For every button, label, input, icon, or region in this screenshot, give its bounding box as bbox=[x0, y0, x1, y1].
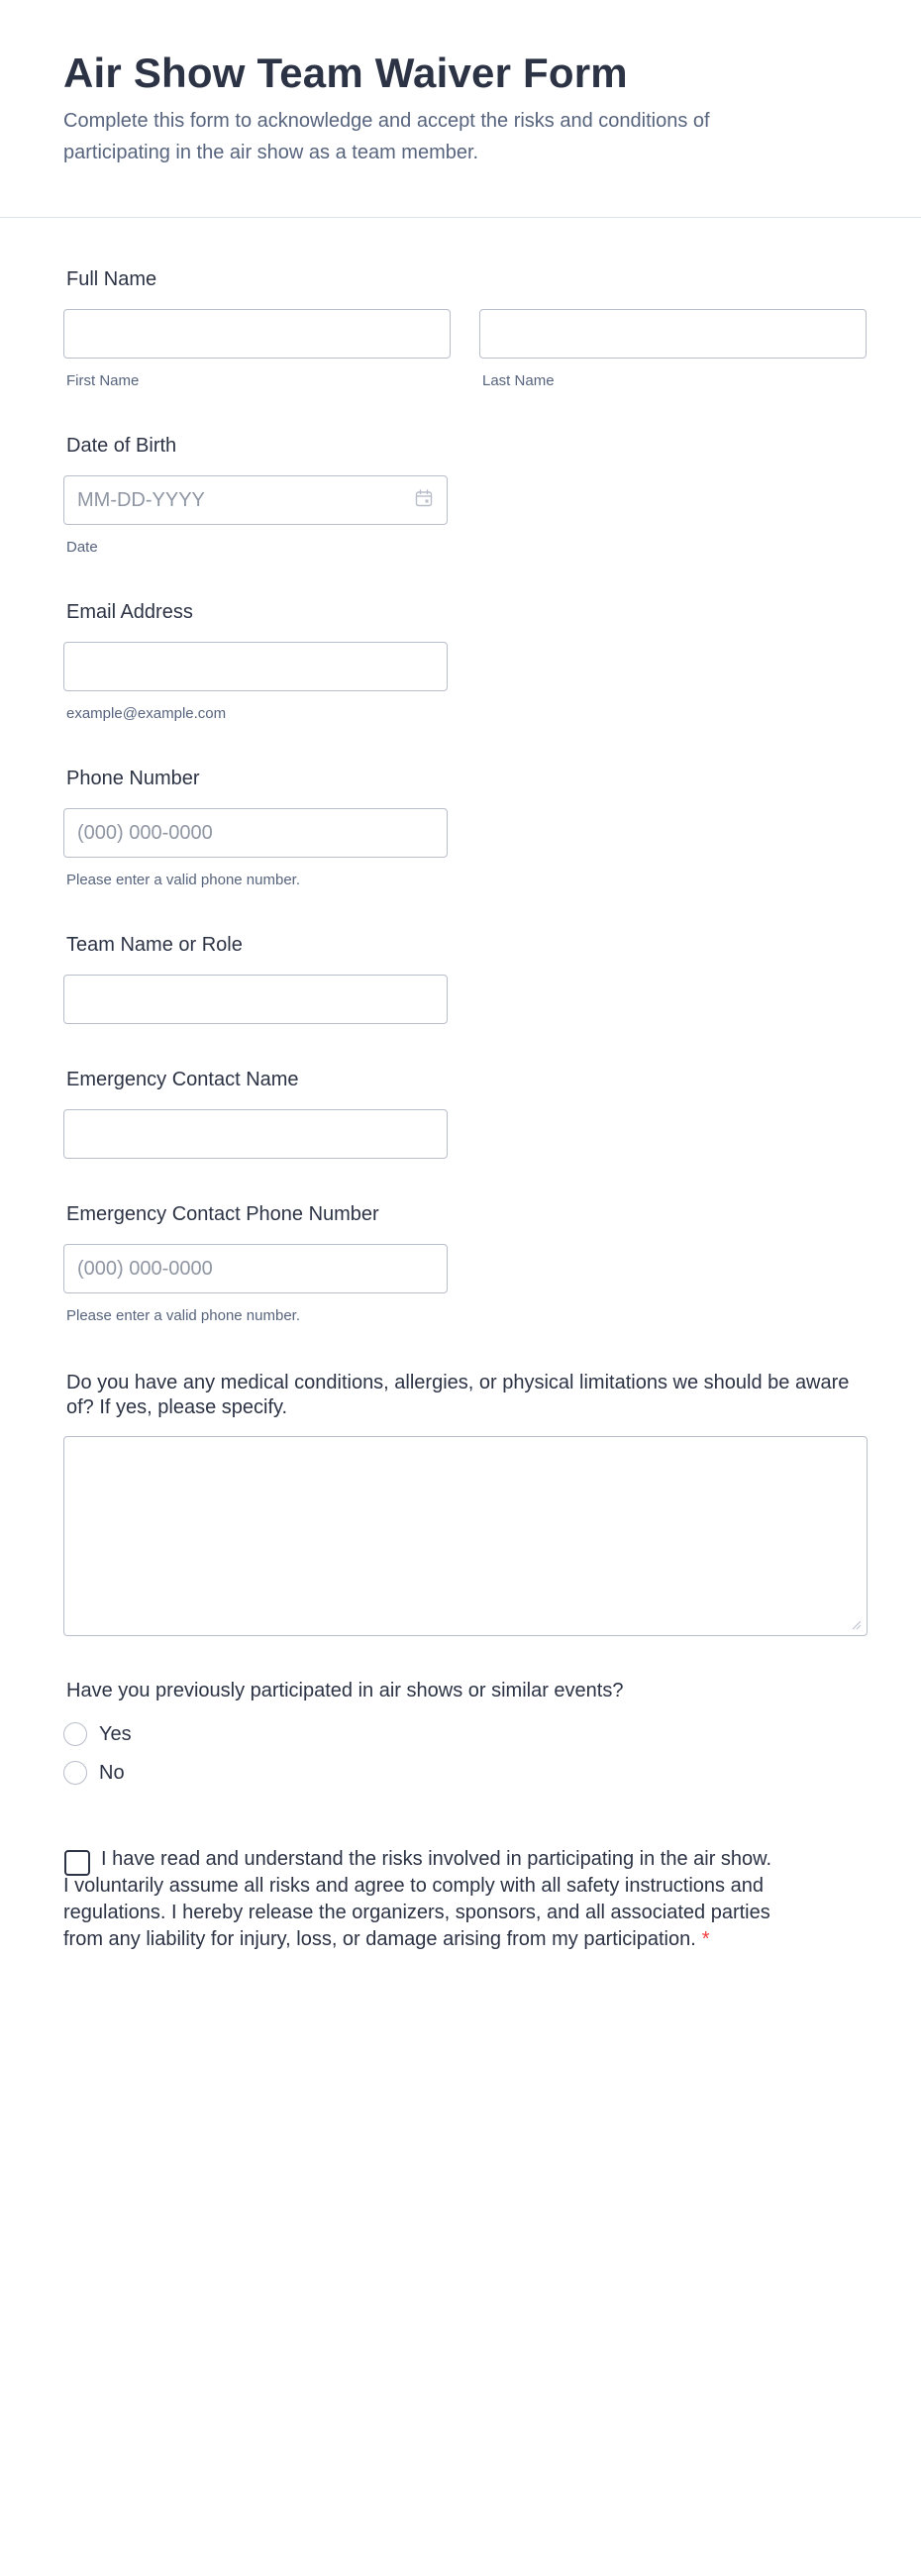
radio-label: No bbox=[99, 1761, 125, 1784]
agreement-text bbox=[63, 1846, 772, 1953]
emergency-phone-input[interactable] bbox=[63, 1244, 448, 1293]
required-mark: * bbox=[701, 1928, 710, 1950]
emergency-phone-sublabel: Please enter a valid phone number. bbox=[66, 1307, 300, 1324]
previous-participation-label: Have you previously participated in air shows or similar events? bbox=[66, 1680, 624, 1701]
form-header bbox=[0, 0, 921, 218]
email-input[interactable] bbox=[63, 642, 448, 691]
email-label: Email Address bbox=[66, 601, 193, 623]
radio-option-yes[interactable] bbox=[63, 1721, 132, 1747]
resize-grip-icon[interactable] bbox=[852, 1620, 862, 1630]
medical-label: Do you have any medical conditions, allergies, or physical limitations we should be aware of? If yes, please specify. bbox=[66, 1372, 850, 1418]
last-name-input[interactable] bbox=[479, 309, 867, 359]
calendar-icon[interactable] bbox=[415, 489, 433, 507]
team-label: Team Name or Role bbox=[66, 934, 243, 956]
medical-textarea[interactable] bbox=[63, 1436, 868, 1636]
first-name-input[interactable] bbox=[63, 309, 451, 359]
phone-sublabel: Please enter a valid phone number. bbox=[66, 872, 300, 888]
radio-label: Yes bbox=[99, 1722, 132, 1745]
radio-button[interactable] bbox=[63, 1761, 87, 1785]
date-sublabel: Date bbox=[66, 539, 98, 556]
emergency-name-label: Emergency Contact Name bbox=[66, 1069, 299, 1090]
full-name-label: Full Name bbox=[66, 268, 157, 290]
last-name-sublabel: Last Name bbox=[482, 372, 555, 389]
phone-input[interactable] bbox=[63, 808, 448, 858]
form-title: Air Show Team Waiver Form bbox=[63, 50, 628, 96]
emergency-phone-label: Emergency Contact Phone Number bbox=[66, 1203, 379, 1225]
email-sublabel: example@example.com bbox=[66, 705, 227, 722]
first-name-sublabel: First Name bbox=[66, 372, 140, 389]
phone-label: Phone Number bbox=[66, 768, 200, 789]
radio-option-no[interactable] bbox=[63, 1760, 125, 1786]
agreement-text-content: I have read and understand the risks involved in participating in the air show. I voluntarily assume all risks and agree to comply with all safety instructions and regulations. I hereby release the organizers, sponsors, and all associated parties from any liability for injury, loss, or damage arising from my participation. bbox=[63, 1848, 772, 1950]
team-input[interactable] bbox=[63, 975, 448, 1024]
emergency-name-input[interactable] bbox=[63, 1109, 448, 1159]
form-subtitle: Complete this form to acknowledge and accept the risks and conditions of participating in the air show as a team member. bbox=[63, 110, 710, 163]
radio-button[interactable] bbox=[63, 1722, 87, 1746]
date-of-birth-label: Date of Birth bbox=[66, 435, 177, 457]
date-of-birth-input[interactable] bbox=[63, 475, 448, 525]
